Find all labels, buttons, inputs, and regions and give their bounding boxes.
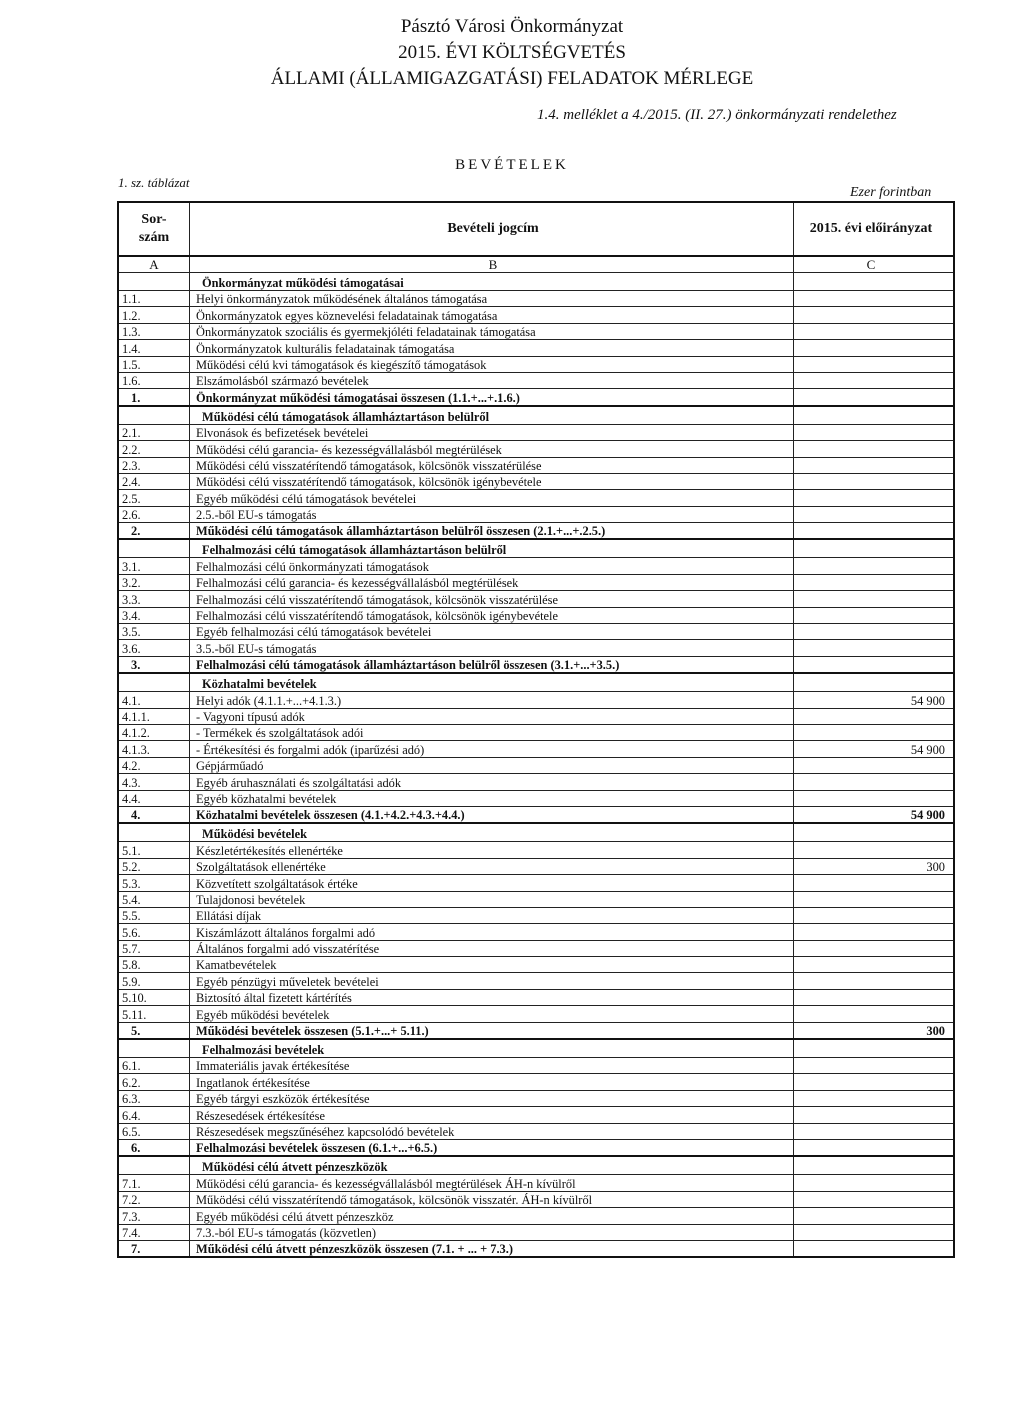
revenue-table [117,201,955,1258]
row-number: 3.1. [118,558,190,574]
row-number [118,539,190,558]
row-label: Működési célú kvi támogatások és kiegészítő támogatások [190,356,794,372]
row-value: 54 900 [794,692,955,708]
table-row [118,640,954,656]
table-row [118,1074,954,1090]
row-label: Biztosító által fizetett kártérítés [190,989,794,1005]
row-label: Önkormányzatok szociális és gyermekjóléti feladatainak támogatása [190,323,794,339]
row-label: Működési célú visszatérítendő támogatások, kölcsönök visszatér. ÁH-n kívülről [190,1191,794,1207]
table-row [118,957,954,973]
row-number: 1.5. [118,356,190,372]
column-header-title: Bevételi jogcím [190,202,794,256]
row-number: 4.1.2. [118,724,190,740]
row-value [794,424,955,440]
table-row [118,1058,954,1074]
table-row [118,858,954,874]
row-value [794,356,955,372]
row-label: Helyi adók (4.1.1.+...+4.1.3.) [190,692,794,708]
total-row [118,1240,954,1257]
table-row [118,842,954,858]
row-number: 1.4. [118,340,190,356]
row-label: Általános forgalmi adó visszatérítése [190,940,794,956]
row-label: Önkormányzat működési támogatásai [190,273,794,291]
row-label: Felhalmozási bevételek összesen (6.1.+...+6.5.) [190,1139,794,1156]
table-row [118,924,954,940]
row-number: 5.10. [118,989,190,1005]
table-row [118,1175,954,1191]
column-letter-c: C [794,256,955,273]
row-number [118,823,190,842]
row-number: 5.7. [118,940,190,956]
row-label: Gépjárműadó [190,757,794,773]
table-row [118,591,954,607]
row-value [794,656,955,673]
row-value [794,1074,955,1090]
row-label: - Értékesítési és forgalmi adók (iparűzési adó) [190,741,794,757]
row-label: Működési célú átvett pénzeszközök összesen (7.1. + ... + 7.3.) [190,1240,794,1257]
row-label: Felhalmozási célú visszatérítendő támogatások, kölcsönök visszatérülése [190,591,794,607]
table-row [118,1123,954,1139]
row-value [794,1224,955,1240]
table-row [118,708,954,724]
total-row [118,1022,954,1039]
table-row [118,891,954,907]
column-header-row [118,202,954,256]
column-header-serial-text: Sor- szám [138,212,170,245]
row-number: 6.3. [118,1090,190,1106]
row-label: Elszámolásból származó bevételek [190,372,794,388]
row-number: 5.1. [118,842,190,858]
row-label: Közhatalmi bevételek [190,673,794,692]
row-label: Közhatalmi bevételek összesen (4.1.+4.2.+4.3.+4.4.) [190,806,794,823]
row-label: Felhalmozási célú támogatások államháztartáson belülről összesen (3.1.+...+3.5.) [190,656,794,673]
table-row [118,1224,954,1240]
row-number [118,1039,190,1058]
row-value [794,790,955,806]
row-value [794,640,955,656]
row-number: 1.2. [118,307,190,323]
column-letter-a: A [118,256,190,273]
group-heading-row [118,1039,954,1058]
row-value [794,372,955,388]
table-row [118,741,954,757]
row-value: 54 900 [794,741,955,757]
row-value [794,875,955,891]
table-row [118,323,954,339]
row-label: Működési bevételek [190,823,794,842]
row-number: 5.2. [118,858,190,874]
row-number: 3.2. [118,574,190,590]
row-value [794,989,955,1005]
row-value [794,957,955,973]
row-number: 3.6. [118,640,190,656]
total-row [118,389,954,406]
row-label: Egyéb áruhasználati és szolgáltatási adók [190,774,794,790]
row-label: Egyéb működési bevételek [190,1006,794,1022]
row-number: 1. [118,389,190,406]
row-label: Működési célú garancia- és kezességvállalásból megtérülések [190,441,794,457]
row-value [794,973,955,989]
row-value [794,473,955,489]
row-label: Egyéb felhalmozási célú támogatások bevételei [190,624,794,640]
row-number: 1.1. [118,291,190,307]
row-value [794,506,955,522]
row-number: 5.11. [118,1006,190,1022]
row-label: Felhalmozási célú visszatérítendő támogatások, kölcsönök igénybevétele [190,607,794,623]
row-value [794,591,955,607]
row-value [794,708,955,724]
table-row [118,441,954,457]
row-label: Felhalmozási célú támogatások államháztartáson belülről [190,539,794,558]
table-row [118,624,954,640]
row-number: 7.4. [118,1224,190,1240]
document-subtitle: ÁLLAMI (ÁLLAMIGAZGATÁSI) FELADATOK MÉRLEGE [270,68,754,89]
row-value [794,1156,955,1175]
row-number: 5. [118,1022,190,1039]
row-number [118,273,190,291]
group-heading-row [118,273,954,291]
document-title: 2015. ÉVI KÖLTSÉGVETÉS [398,42,626,63]
group-heading-row [118,823,954,842]
table-row [118,356,954,372]
row-number: 5.8. [118,957,190,973]
group-heading-row [118,673,954,692]
row-number: 2.6. [118,506,190,522]
section-title: BEVÉTELEK [455,157,569,173]
row-value [794,539,955,558]
row-number: 3.5. [118,624,190,640]
row-value [794,441,955,457]
table-row [118,757,954,773]
row-number: 4.4. [118,790,190,806]
row-value [794,673,955,692]
row-label: Felhalmozási célú garancia- és kezességvállalásból megtérülések [190,574,794,590]
row-value [794,724,955,740]
group-heading-row [118,1156,954,1175]
row-label: Működési bevételek összesen (5.1.+...+ 5.11.) [190,1022,794,1039]
row-label: Részesedések értékesítése [190,1107,794,1123]
row-label: Immateriális javak értékesítése [190,1058,794,1074]
row-value [794,457,955,473]
row-value [794,940,955,956]
row-label: Egyéb működési célú átvett pénzeszköz [190,1208,794,1224]
row-number: 6. [118,1139,190,1156]
row-number [118,673,190,692]
row-number: 5.9. [118,973,190,989]
row-label: Közvetített szolgáltatások értéke [190,875,794,891]
row-value [794,273,955,291]
row-label: Kiszámlázott általános forgalmi adó [190,924,794,940]
row-number: 4.1.3. [118,741,190,757]
table-row [118,875,954,891]
table-row [118,989,954,1005]
row-number [118,1156,190,1175]
row-value [794,823,955,842]
row-number: 2.4. [118,473,190,489]
row-label: Tulajdonosi bevételek [190,891,794,907]
row-label: Önkormányzatok egyes köznevelési feladatainak támogatása [190,307,794,323]
annex-reference: 1.4. melléklet a 4./2015. (II. 27.) önkormányzati rendelethez [537,107,897,123]
table-row [118,372,954,388]
row-number: 3. [118,656,190,673]
table-row [118,692,954,708]
row-value [794,624,955,640]
row-value [794,1139,955,1156]
row-label: - Vagyoni típusú adók [190,708,794,724]
row-label: Egyéb pénzügyi műveletek bevételei [190,973,794,989]
table-row [118,1107,954,1123]
row-number: 2.5. [118,490,190,506]
row-label: Felhalmozási célú önkormányzati támogatások [190,558,794,574]
table-number-label: 1. sz. táblázat [118,175,190,190]
row-label: Egyéb közhatalmi bevételek [190,790,794,806]
row-value [794,389,955,406]
row-value [794,1208,955,1224]
row-value [794,323,955,339]
row-number: 7.2. [118,1191,190,1207]
row-label: Működési célú garancia- és kezességvállalásból megtérülések ÁH-n kívülről [190,1175,794,1191]
row-number: 6.1. [118,1058,190,1074]
row-label: Felhalmozási bevételek [190,1039,794,1058]
table-row [118,307,954,323]
row-number: 4.1.1. [118,708,190,724]
row-number: 6.5. [118,1123,190,1139]
column-header-appropriation: 2015. évi előirányzat [794,202,955,256]
row-value: 300 [794,1022,955,1039]
row-value [794,558,955,574]
row-label: Működési célú átvett pénzeszközök [190,1156,794,1175]
row-label: Részesedések megszűnéséhez kapcsolódó bevételek [190,1123,794,1139]
row-value [794,490,955,506]
table-row [118,1208,954,1224]
row-value [794,406,955,425]
group-heading-row [118,406,954,425]
row-label: Készletértékesítés ellenértéke [190,842,794,858]
row-number: 2.2. [118,441,190,457]
row-label: Egyéb tárgyi eszközök értékesítése [190,1090,794,1106]
row-number: 7. [118,1240,190,1257]
row-number: 5.5. [118,907,190,923]
row-number: 5.4. [118,891,190,907]
table-row [118,424,954,440]
row-value [794,523,955,540]
row-label: Helyi önkormányzatok működésének általános támogatása [190,291,794,307]
row-number: 1.3. [118,323,190,339]
table-row [118,940,954,956]
row-value [794,574,955,590]
row-label: Elvonások és befizetések bevételei [190,424,794,440]
row-value [794,1107,955,1123]
row-label: - Termékek és szolgáltatások adói [190,724,794,740]
row-number: 2.3. [118,457,190,473]
total-row [118,656,954,673]
row-value [794,1240,955,1257]
row-value [794,924,955,940]
row-number: 6.4. [118,1107,190,1123]
table-row [118,340,954,356]
row-value: 300 [794,858,955,874]
row-value [794,774,955,790]
row-value [794,1191,955,1207]
column-header-serial [118,202,190,256]
row-number: 4. [118,806,190,823]
table-row [118,490,954,506]
row-label: Működési célú támogatások államháztartáson belülről [190,406,794,425]
column-letter-row [118,256,954,273]
row-number: 4.3. [118,774,190,790]
group-heading-row [118,539,954,558]
row-number: 6.2. [118,1074,190,1090]
row-number: 4.2. [118,757,190,773]
table-row [118,907,954,923]
table-row [118,457,954,473]
table-row [118,574,954,590]
table-row [118,291,954,307]
row-value [794,1175,955,1191]
row-value [794,757,955,773]
total-row [118,1139,954,1156]
row-value [794,907,955,923]
organization-name: Pásztó Városi Önkormányzat [400,16,624,37]
row-value [794,842,955,858]
table-row [118,774,954,790]
table-row [118,1191,954,1207]
table-row [118,607,954,623]
row-label: Önkormányzat működési támogatásai összesen (1.1.+...+.1.6.) [190,389,794,406]
row-number: 3.3. [118,591,190,607]
row-label: Működési célú visszatérítendő támogatások, kölcsönök visszatérülése [190,457,794,473]
row-value [794,1058,955,1074]
table-row [118,973,954,989]
row-number [118,406,190,425]
row-value [794,307,955,323]
table-row [118,1006,954,1022]
row-number: 5.6. [118,924,190,940]
row-label: Ellátási díjak [190,907,794,923]
row-value [794,607,955,623]
total-row [118,806,954,823]
column-letter-b: B [190,256,794,273]
row-value: 54 900 [794,806,955,823]
row-number: 1.6. [118,372,190,388]
row-number: 3.4. [118,607,190,623]
row-number: 7.1. [118,1175,190,1191]
unit-label: Ezer forintban [850,185,932,200]
row-value [794,340,955,356]
row-value [794,891,955,907]
row-number: 4.1. [118,692,190,708]
table-row [118,558,954,574]
row-label: Egyéb működési célú támogatások bevételei [190,490,794,506]
row-value [794,1006,955,1022]
table-row [118,506,954,522]
row-value [794,291,955,307]
table-row [118,790,954,806]
row-label: Önkormányzatok kulturális feladatainak támogatása [190,340,794,356]
row-label: Ingatlanok értékesítése [190,1074,794,1090]
row-label: Kamatbevételek [190,957,794,973]
row-label: 3.5.-ből EU-s támogatás [190,640,794,656]
table-row [118,724,954,740]
row-label: 2.5.-ből EU-s támogatás [190,506,794,522]
row-label: Működési célú támogatások államháztartáson belülről összesen (2.1.+...+.2.5.) [190,523,794,540]
row-number: 5.3. [118,875,190,891]
total-row [118,523,954,540]
row-value [794,1039,955,1058]
row-value [794,1123,955,1139]
row-value [794,1090,955,1106]
row-label: Működési célú visszatérítendő támogatások, kölcsönök igénybevétele [190,473,794,489]
table-row [118,1090,954,1106]
row-number: 7.3. [118,1208,190,1224]
row-label: 7.3.-ból EU-s támogatás (közvetlen) [190,1224,794,1240]
row-number: 2. [118,523,190,540]
row-number: 2.1. [118,424,190,440]
table-row [118,473,954,489]
row-label: Szolgáltatások ellenértéke [190,858,794,874]
